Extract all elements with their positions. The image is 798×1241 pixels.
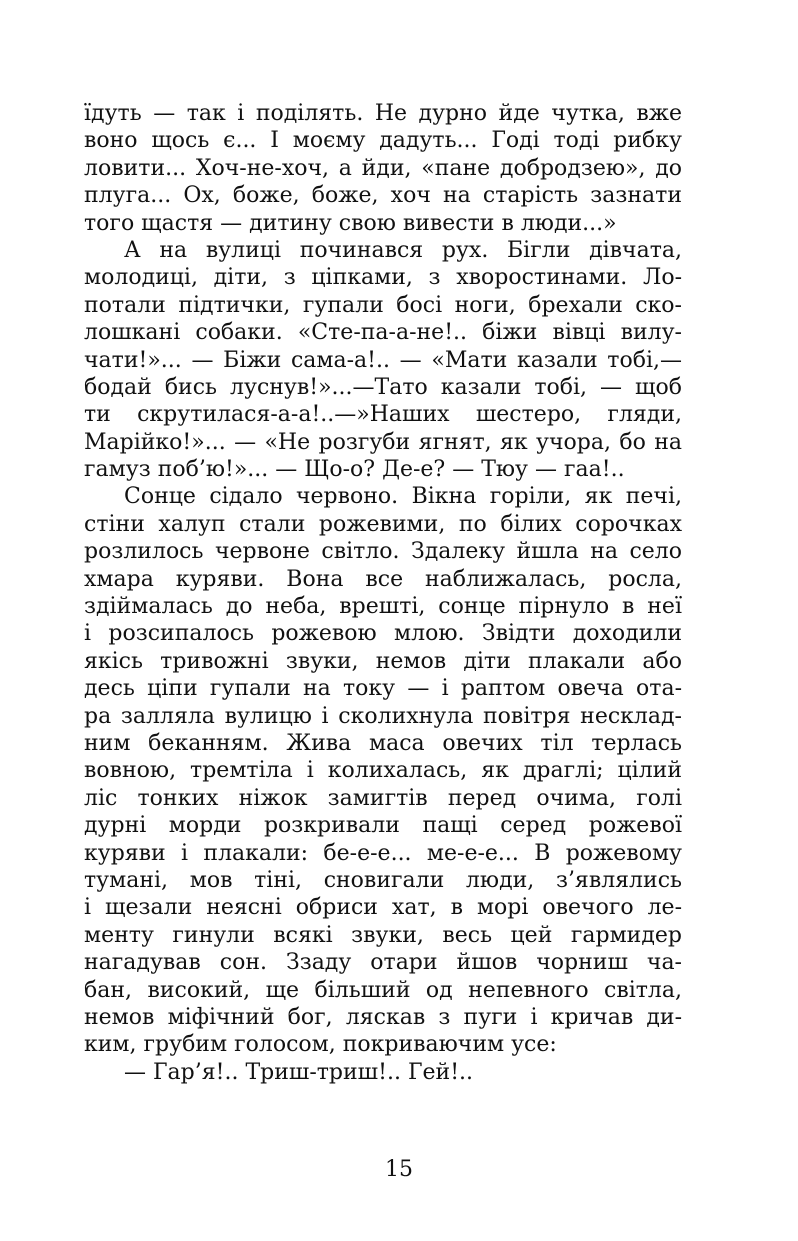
- text-line: гамуз поб’ю!»... — Що-о? Де-е? — Тюу — гаа!..: [84, 457, 625, 483]
- text-line: розлилось червоне світло. Здалеку йшла на село: [84, 539, 682, 565]
- text-line: молодиці, діти, з ціпками, з хворостинами. Ло-: [84, 265, 682, 291]
- text-line: плуга... Ох, боже, боже, хоч на старість зазнати: [84, 183, 682, 209]
- text-line: ким, грубим голосом, покриваючим усе:: [84, 1032, 557, 1058]
- text-line: вовною, тремтіла і колихалась, як драглі; цілий: [84, 758, 682, 784]
- text-line: потали підтички, гупали босі ноги, брехали ско-: [84, 292, 682, 318]
- text-line: ра залляла вулицю і сколихнула повітря несклад-: [84, 703, 682, 729]
- text-line: хмара куряви. Вона все наближалась, росла,: [84, 566, 682, 592]
- paragraph-start-line: А на вулиці починався рух. Бігли дівчата,: [124, 237, 682, 263]
- text-line: десь ціпи гупали на току — і раптом овеча ота-: [84, 676, 682, 702]
- text-line: стіни халуп стали рожевими, по білих сорочках: [84, 511, 682, 537]
- text-line: бан, високий, ще більший од непевного світла,: [84, 977, 682, 1003]
- text-line: ліс тонких ніжок замигтів перед очима, голі: [84, 785, 682, 811]
- text-line: їдуть — так і поділять. Не дурно йде чутка, вже: [84, 101, 682, 126]
- text-line: чати!»... — Біжи сама-а!.. — «Мати казали тобі,—: [84, 347, 682, 373]
- text-line: нагадував сон. Ззаду отари йшов чорниш ча-: [84, 950, 682, 976]
- text-line: якісь тривожні звуки, немов діти плакали або: [84, 648, 682, 674]
- text-line: ловити... Хоч-не-хоч, а йди, «пане добродзею», до: [84, 155, 682, 181]
- text-line: ним беканням. Жива маса овечих тіл терлась: [84, 730, 682, 756]
- text-line: немов міфічний бог, ляскав з пуги і кричав ди-: [84, 1004, 682, 1030]
- text-line: Марійко!»... — «Не розгуби ягнят, як учора, бо на: [84, 429, 682, 455]
- text-line: того щастя — дитину свою вивести в люди...»: [84, 210, 617, 236]
- text-line: здіймалась до неба, врешті, сонце пірнуло в неї: [84, 594, 682, 620]
- text-line: менту гинули всякі звуки, весь цей гармидер: [84, 922, 682, 948]
- text-line: лошкані собаки. «Сте-па-а-не!.. біжи вівці вилу-: [84, 320, 682, 346]
- text-line: куряви і плакали: бе-е-е... ме-е-е... В рожевому: [84, 840, 682, 866]
- text-line: і розсипалось рожевою млою. Звідти доходили: [84, 621, 682, 647]
- text-line: воно щось є... І моєму дадуть... Годі тоді рибку: [84, 128, 682, 154]
- text-line: і щезали неясні обриси хат, в морі овечого ле-: [84, 895, 682, 921]
- text-body: [84, 100, 682, 1086]
- text-line: ти скрутилася-а-а!..—»Наших шестеро, гляди,: [84, 402, 682, 428]
- text-line: дурні морди розкривали пащі серед рожевої: [84, 813, 682, 839]
- paragraph-start-line: Сонце сідало червоно. Вікна горіли, як печі,: [124, 484, 682, 510]
- page-number: 15: [385, 1157, 413, 1182]
- text-line: бодай бись луснув!»...—Тато казали тобі, — щоб: [84, 374, 682, 400]
- text-line: тумані, мов тіні, сновигали люди, з’являлись: [84, 867, 682, 893]
- dialogue-line: — Гар’я!.. Триш-триш!.. Гей!..: [124, 1059, 474, 1085]
